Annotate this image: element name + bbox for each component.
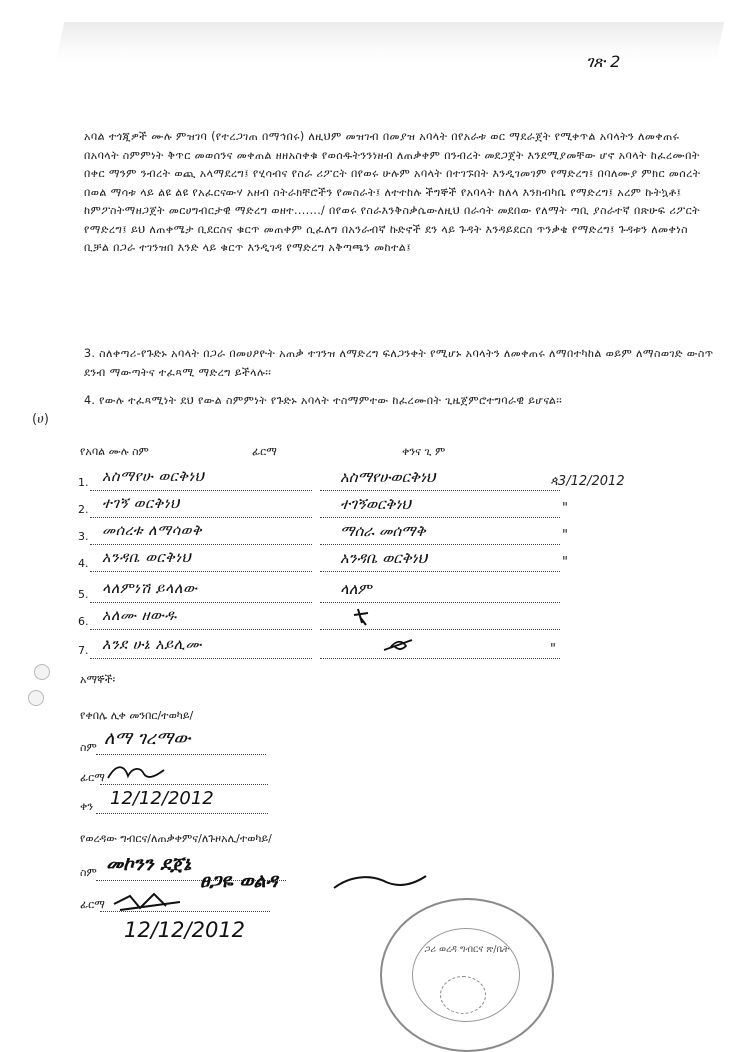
member-date: " [550,642,556,657]
member-row [78,519,678,545]
kebele-date-label: ቀን [80,800,94,813]
member-signature: አንዳቤ ወርቅነህ [320,547,560,572]
member-date: " [562,555,568,570]
kebele-sign-label: ፊርማ [80,771,105,784]
member-date: " [562,501,568,516]
signature-scribble [340,605,380,627]
member-name: መሰረቱ ለማሳወቅ [90,520,312,545]
stamp-text: ጋሪ ወረዳ ግብርና ጽ/ቤት [424,944,510,955]
member-signature: ተገኝወርቅነህ [320,493,560,518]
member-name: አንዳቤ ወርቅነህ [90,547,312,572]
signature-scribble [340,634,420,656]
member-number: 5. [78,588,89,601]
paragraph-obligations: አባል ተጎጂዎች ሙሉ ምዝገባ (የተረጋገጠ በማኅበሩ) ለዚህም መዝገብ በመያዝ አባላት በየአራቱ ወር ማደራጀት የሚቀጥል አባላትን ለመቀጠሩ በአባላት ስምምነት ቅጥር መወሰንና መቀጠል ዘዘአስቀቁ የወሰዱትንንነዘብ ለጠቃቀም በንብረት መደጋጀት እንደሚያመቸው ሆኖ አባላት ከፈረሙበት በቀር ማንም ንብረት ወጪ አላማደረግ፤ የሂሳብና የስራ ሪፖርት በየወሩ ሁሉም አባላት በተገኙበት እንዲገመገም የማድረግ፤ በባለሙያ ምክር መሰረት በወል ማሳቱ ላይ ልዩ ልዩ የአፈርናውሃ አዘብ ስትራክቸሮችን የመስራት፤ ለተተከሉ ችግኞች የአባላት ከለላ እንክብካቤ የማድረግ፤ አረም ኩትኳቶ፤ ከምፖስትማዘጋጀት መርሀግብርታዊ ማድረግ ወዘተ......./ በየወሩ የስራእንቅስቃሴውለዚህ በራሳት መደበው የለማት ጣቢ ያስራተኛ በጽሁፍ ሪፖርት የማድረግ፤ ይህ ለጠቀሜታ ቢደርስና ቁርጥ መጠቀም ሲፈለግ በአንራብኛ ኩድኖች ደን ላይ ጉዳት እንዳይደርስ ጥንቃቄ የማድረግ፤ ጉዳቱን ለመቀነስ ቢቻል በጋራ ተገንዝበ እንድ ላይ ቁርጥ እንዲገዳ የማድረግ አቅጣጫን መከተል፤ [84,130,701,254]
page-reference: ገጽ 2 [586,52,621,71]
kebele-name-label: ስም [80,741,97,754]
member-row [78,492,678,518]
member-name: ላለምነሽ ይላለው [90,578,312,603]
kebele-date-handwritten: 12/12/2012 [110,788,214,809]
member-name: እንደ ሁኔ አይሊሙ [90,634,312,659]
paragraph-clause-4: 4. የውሉ ተፈጻሚነት ደህ የውል ስምምነት የጉድኑ አባላት ተስማምተው ከፈረሙበት ጊዜጀምሮተግባራዊ ይሆናል፡፡ [84,394,563,407]
kebele-name-line [96,754,266,755]
photocopy-shadow [56,22,725,62]
member-number: 3. [78,530,89,543]
member-signature [320,634,560,659]
column-header-signature: ፊርማ [252,445,277,458]
member-name: አለሙ ዘውዱ [90,605,312,630]
member-signature: አስማየሁወርቅነህ [320,466,560,491]
column-header-name: የአባል ሙሉ ስም [80,445,149,458]
member-number: 2. [78,503,89,516]
member-signature: ማሰራ መሰማቅ [320,520,560,545]
member-date: " [562,528,568,543]
member-date: ጳ3/12/2012 [550,474,625,489]
punch-hole [34,664,50,680]
office-bottom-handwritten: 12/12/2012 [124,918,246,942]
office-extra-signature: ፀጋዬ ወልዳ [200,870,278,892]
office-name-label: ስም [80,866,97,879]
kebele-heading: የቀበሌ ሊቀ መንበር/ተወካይ/ [80,709,194,722]
member-name: ተገኝ ወርቅነህ [90,493,312,518]
member-number: 4. [78,557,89,570]
member-number: 1. [78,476,89,489]
office-name-handwritten: መኮንን ደጀኔ [106,853,191,875]
member-row [78,546,678,572]
office-sign-label: ፊርማ [80,898,105,911]
margin-annotation: (ሀ) [32,412,49,427]
office-signature-flourish [330,868,430,898]
office-heading: የወረዳው ግብርና/ለጠቃቀምና/ለጉዞአሊ/ተወካይ/ [80,832,272,845]
member-row [78,465,678,491]
column-header-date: ቀንና ጊ ም [402,445,446,458]
paragraph-clause-3: 3. ስለቀጣሪ-የጉድኑ አባላት በጋራ በመሀዖዮት አጠቃ ተገንዝ ለማድረግ ፍለጋንቀት የሚሆኑ አባላትን ለመቀጠሩ ለማበተካከል ወይም ለማስወገድ ውስጥ ደንብ ማውጣትና ተፈጻሚ ማድረግ ይችላሉ፡፡ [84,347,714,379]
punch-hole [28,690,44,706]
member-signature: ላለም [320,578,560,603]
member-signature [320,605,560,630]
member-row [78,604,678,630]
member-row [78,577,678,603]
witnesses-label: አማኞች፡ [80,673,116,686]
member-number: 7. [78,644,89,657]
stamp-emblem-icon [440,976,486,1014]
kebele-name-handwritten: ለማ ገረማው [104,728,191,749]
member-number: 6. [78,615,89,628]
member-row [78,633,678,659]
office-signature-scribble [110,888,190,916]
member-name: አስማየሁ ወርቅነህ [90,466,312,491]
kebele-date-line [96,813,268,814]
official-stamp [380,898,554,1052]
kebele-signature-scribble [104,760,174,788]
